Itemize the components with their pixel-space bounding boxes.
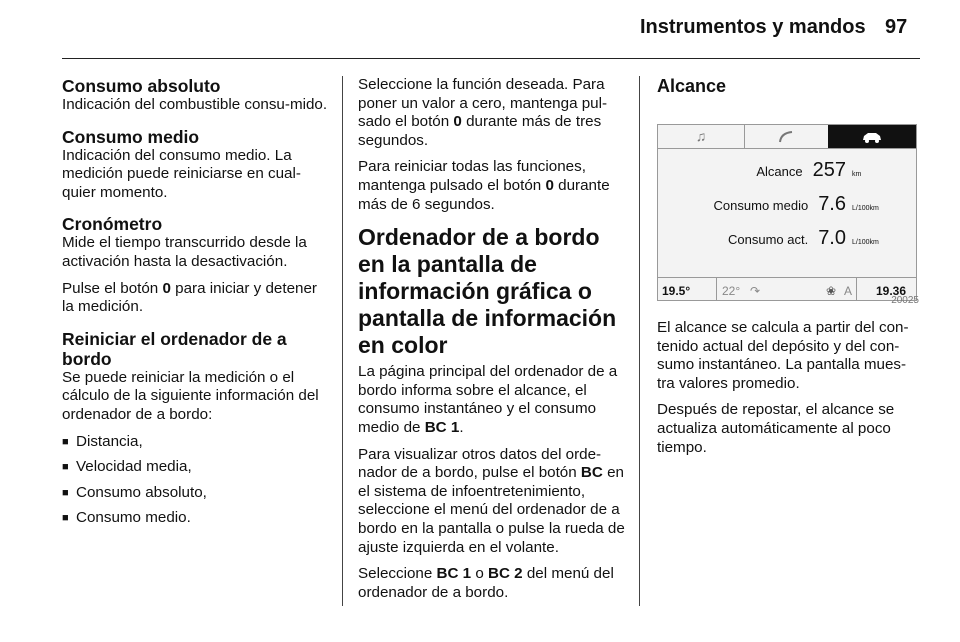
display-row-alcance: Alcance 257 km — [756, 159, 862, 181]
text-cronometro-2: Pulse el botón 0 para iniciar y detener la medición. — [62, 279, 317, 316]
display-row-consumo-act: Consumo act. 7.0 L/100km — [727, 227, 879, 249]
clock: 19.36 — [876, 284, 907, 298]
heading-consumo-absoluto: Consumo absoluto — [62, 76, 221, 96]
text-seleccione: Seleccione la función deseada. Para poner un valor a cero, mantenga pul-sado el botón 0 durante más de tres segundos. — [358, 76, 608, 149]
temp-left: 19.5° — [662, 284, 691, 298]
button-ref-bc: BC — [580, 464, 603, 482]
button-ref-bc1: BC 1 — [424, 418, 460, 436]
column-3 — [657, 76, 923, 465]
text-seleccione-bc: Seleccione BC 1 o BC 2 del menú del ordenador de a bordo. — [358, 565, 614, 601]
reset-list — [62, 433, 330, 528]
display-tab-bar — [658, 125, 916, 149]
list-item: ■ Consumo absoluto, — [62, 484, 330, 503]
text-reiniciar: Se puede reiniciar la medición o el cálculo de la siguiente información del ordenador de a bordo: — [62, 368, 319, 423]
display-row-consumo-medio: Consumo medio 7.6 L/100km — [713, 193, 879, 215]
button-ref-0: 0 — [453, 113, 462, 131]
status-divider — [716, 278, 717, 300]
phone-icon — [744, 125, 829, 148]
text-consumo-absoluto: Indicación del combustible consu-mido. — [62, 96, 328, 113]
column-2 — [358, 76, 626, 610]
text-cronometro: Mide el tiempo transcurrido desde la activación hasta la desactivación. — [62, 234, 307, 270]
text-alcance-calculo: El alcance se calcula a partir del con-tenido actual del depósito y del con-sumo instantáneo. La pantalla mues-tra valores promedio. — [657, 319, 909, 392]
heading-alcance: Alcance — [657, 76, 727, 96]
car-icon — [828, 125, 916, 148]
display-frame — [657, 124, 917, 301]
figure-code: 20025 — [891, 295, 919, 307]
text-alcance-repostar: Después de repostar, el alcance se actualiza automáticamente al poco tiempo. — [657, 401, 895, 456]
list-item: ■ Distancia, — [62, 433, 330, 452]
heading-reiniciar: Reiniciar el ordenador de a bordo — [62, 328, 287, 369]
button-ref-bc2: BC 2 — [488, 565, 523, 583]
section-reiniciar — [62, 329, 330, 528]
text-pagina-principal: La página principal del ordenador de a bordo informa sobre el alcance, el consumo instantáneo y el consumo medio de BC 1. — [358, 363, 618, 436]
list-item: ■ Consumo medio. — [62, 509, 330, 528]
text-consumo-medio: Indicación del consumo medio. La medición puede reiniciarse en cual-quier momento. — [62, 146, 301, 201]
page-number: 97 — [885, 16, 908, 38]
heading-consumo-medio: Consumo medio — [62, 126, 200, 147]
text-reiniciar-todas: Para reiniciar todas las funciones, mantenga pulsado el botón 0 durante más de 6 segundos. — [358, 158, 610, 213]
header-rule — [62, 58, 920, 59]
airflow-icon: ↷ — [750, 284, 761, 298]
button-ref-0: 0 — [162, 279, 171, 297]
text-visualizar: Para visualizar otros datos del orde-nador de a bordo, pulse el botón BC en el sistema de infoentretenimiento, seleccione el menú del ordenador de a bordo en la pantalla o pulse la rueda de ajuste izquierda en el volante. — [358, 445, 625, 556]
fan-icon: ❀ — [826, 284, 837, 298]
header-title: Instrumentos y mandos — [640, 16, 866, 38]
status-divider — [856, 278, 857, 300]
column-1 — [62, 76, 330, 540]
trip-computer-display — [657, 116, 919, 311]
button-ref-bc1: BC 1 — [436, 565, 472, 583]
button-ref-0: 0 — [545, 176, 554, 194]
list-item: ■ Velocidad media, — [62, 458, 330, 477]
section-consumo-absoluto — [62, 76, 330, 115]
fan-auto: A — [844, 284, 853, 298]
music-note-icon: ♫ — [658, 125, 745, 148]
temp-right: 22° — [722, 284, 741, 298]
section-cronometro — [62, 214, 330, 316]
heading-ordenador-pantalla: Ordenador de a bordo en la pantalla de información gráfica o pantalla de información en color — [358, 224, 617, 359]
column-divider-2 — [639, 76, 640, 606]
column-divider-1 — [342, 76, 343, 606]
section-consumo-medio — [62, 127, 330, 203]
display-status-bar — [658, 277, 916, 300]
heading-cronometro: Cronómetro — [62, 214, 163, 235]
